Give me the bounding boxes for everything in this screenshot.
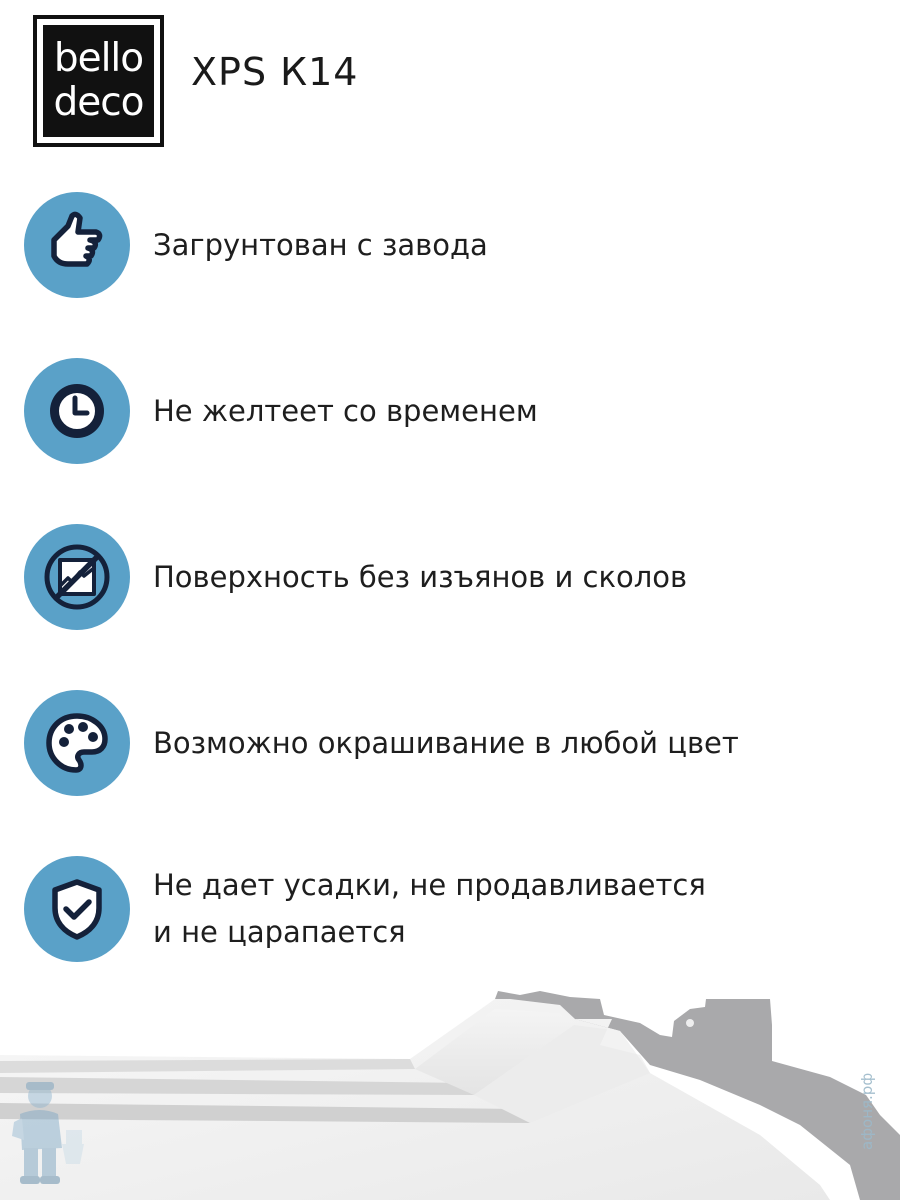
brand-logo: [33, 15, 164, 147]
feature-label-paintable: [153, 690, 853, 796]
thumbs-up-icon: [24, 192, 130, 298]
brand-logo-inner: [43, 25, 154, 137]
feature-item-flawless-surface: [24, 524, 884, 630]
shield-check-icon: [24, 856, 130, 962]
watermark-text: афоня.рф: [858, 1072, 876, 1150]
brand-logo-line-2: deco: [53, 80, 144, 125]
feature-text-line: Загрунтован с завода: [153, 227, 488, 262]
feature-label-primed: [153, 192, 853, 298]
feature-text-line-1: Не дает усадки, не продавливается: [153, 868, 706, 902]
feature-item-durable: [24, 856, 884, 962]
feature-label-flawless-surface: [153, 524, 853, 630]
palette-icon: [24, 690, 130, 796]
feature-item-primed: [24, 192, 884, 298]
feature-text-line: Не желтеет со временем: [153, 393, 538, 428]
feature-label-no-yellowing: [153, 358, 853, 464]
feature-text-line: Поверхность без изъянов и сколов: [153, 559, 688, 594]
product-title: XPS К14: [191, 50, 359, 94]
plumber-mascot-icon: [6, 1078, 86, 1190]
brand-logo-line-1: bello: [53, 36, 144, 81]
feature-text-line: Возможно окрашивание в любой цвет: [153, 725, 739, 760]
clock-icon: [24, 358, 130, 464]
molding-detail: [686, 1019, 694, 1027]
feature-item-no-yellowing: [24, 358, 884, 464]
feature-label-durable: [153, 856, 853, 962]
feature-text-line-2: и не царапается: [153, 915, 406, 949]
molding-profile-illustration: [0, 985, 900, 1200]
no-cracks-icon: [24, 524, 130, 630]
feature-item-paintable: [24, 690, 884, 796]
